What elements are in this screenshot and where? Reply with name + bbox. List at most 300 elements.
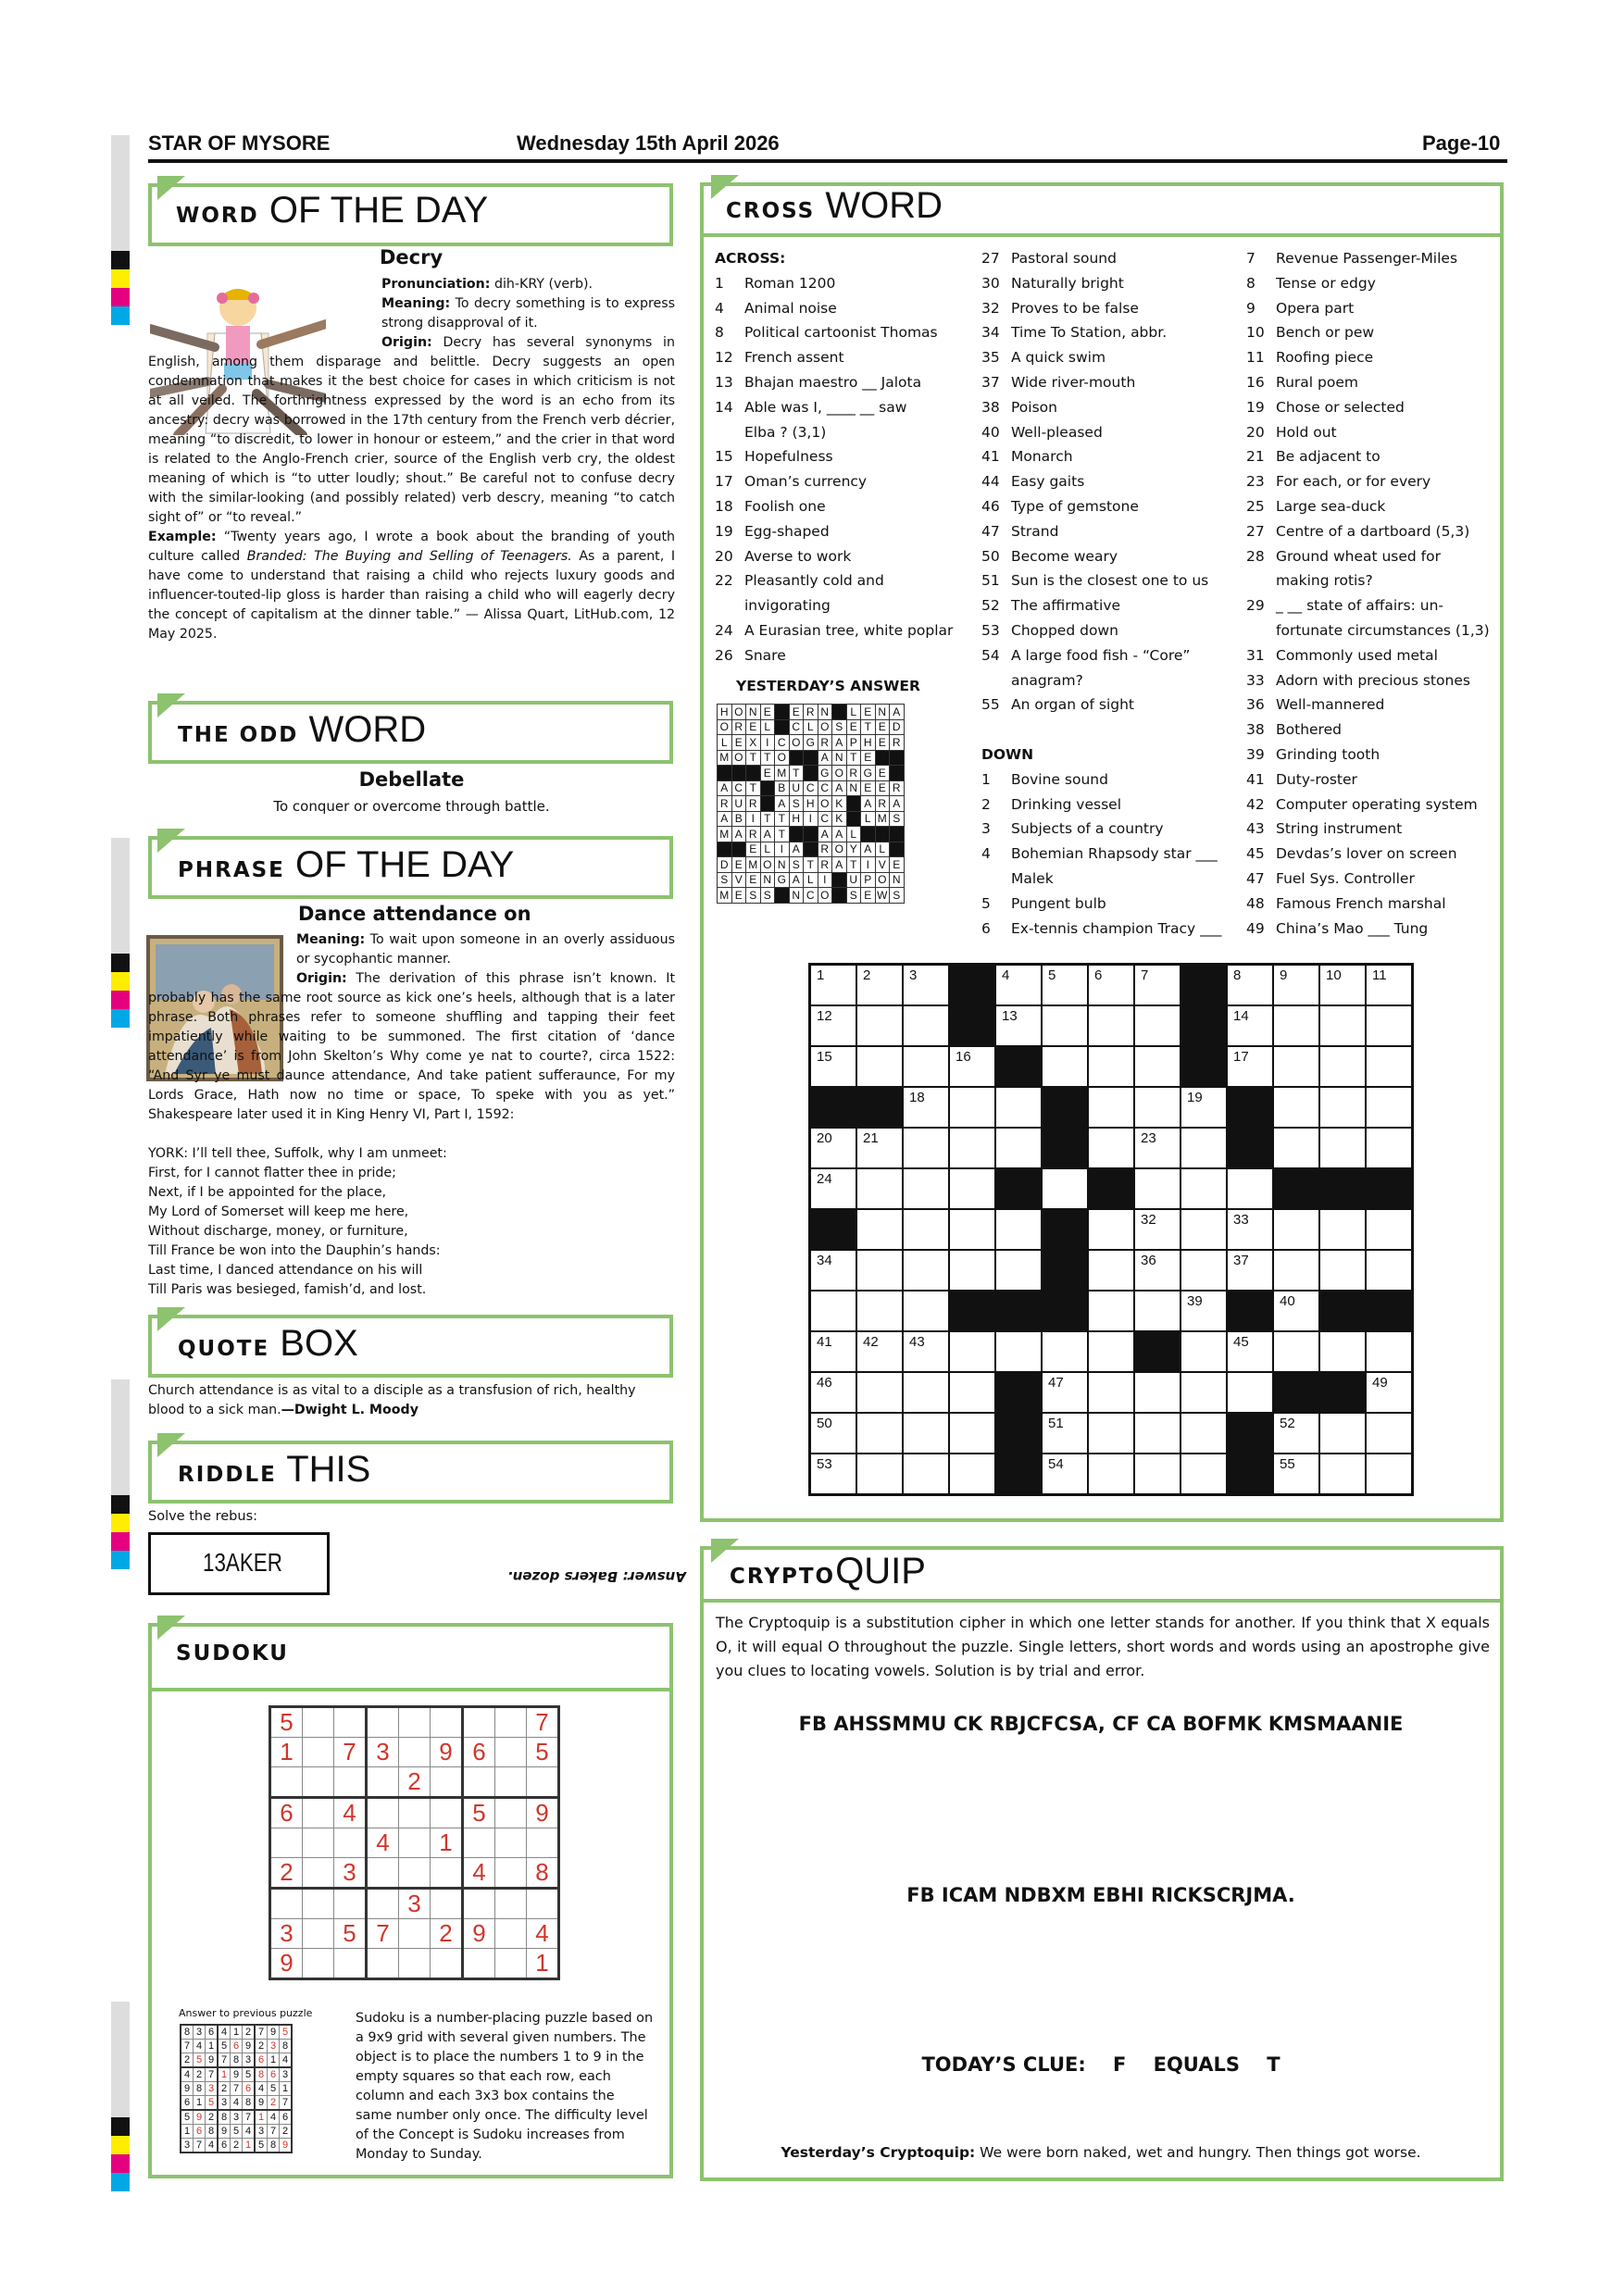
crossword-cell[interactable] xyxy=(856,1372,903,1413)
crossword-cell[interactable] xyxy=(810,1250,857,1291)
crossword-cell[interactable] xyxy=(856,1454,903,1495)
crossword-cell[interactable] xyxy=(1181,1087,1227,1128)
crossword-cell[interactable] xyxy=(1134,1209,1181,1250)
sudoku-cell[interactable] xyxy=(399,1858,431,1889)
sudoku-cell[interactable] xyxy=(270,1889,303,1919)
crossword-cell[interactable] xyxy=(1366,1209,1413,1250)
answer-letter: S xyxy=(746,888,761,904)
sudoku-cell[interactable] xyxy=(463,1707,495,1738)
crossword-cell[interactable] xyxy=(1134,1168,1181,1209)
answer-letter: L xyxy=(718,735,732,751)
sudoku-answer-cell: 8 xyxy=(231,2053,243,2068)
answer-letter: A xyxy=(789,872,804,888)
crossword-cell[interactable] xyxy=(856,1209,903,1250)
clue-number: 19 xyxy=(1246,398,1265,416)
crossword-cell[interactable] xyxy=(1227,1209,1273,1250)
crossword-cell[interactable] xyxy=(1366,1413,1413,1454)
answer-letter: O xyxy=(818,719,832,735)
sudoku-cell[interactable] xyxy=(495,1767,527,1798)
clue xyxy=(715,395,974,420)
sudoku-cell[interactable] xyxy=(431,1858,463,1889)
crossword-cell[interactable] xyxy=(1181,1291,1227,1331)
sudoku-cell[interactable] xyxy=(399,1798,431,1828)
crossword-cell[interactable] xyxy=(810,1046,857,1087)
clue-number: 5 xyxy=(981,894,991,912)
clue xyxy=(1246,693,1501,718)
sudoku-cell[interactable] xyxy=(303,1828,334,1858)
black-square xyxy=(1319,1372,1366,1413)
crossword-cell[interactable] xyxy=(1181,1454,1227,1495)
sudoku-cell[interactable] xyxy=(527,1889,559,1919)
clue-text: Pastoral sound xyxy=(1011,250,1117,267)
sudoku-cell[interactable] xyxy=(367,1767,399,1798)
crossword-cell[interactable] xyxy=(1181,1209,1227,1250)
sudoku-cell[interactable] xyxy=(303,1858,334,1889)
sudoku-cell[interactable] xyxy=(367,1707,399,1738)
crossword-cell[interactable] xyxy=(856,1168,903,1209)
crossword-cell[interactable] xyxy=(810,1291,857,1331)
sudoku-answer-cell: 3 xyxy=(218,2096,231,2111)
crossword-cell[interactable] xyxy=(903,1168,949,1209)
clue-text: Commonly used metal xyxy=(1276,646,1438,664)
crossword-cell[interactable] xyxy=(949,1209,995,1250)
black-square xyxy=(718,766,732,781)
crossword-cell[interactable] xyxy=(995,1209,1042,1250)
crossword-cell[interactable] xyxy=(949,1454,995,1495)
answer-letter: M xyxy=(718,888,732,904)
black-square xyxy=(804,750,818,766)
sudoku-answer-cell: 8 xyxy=(280,2040,293,2053)
answer-letter: L xyxy=(804,872,818,888)
crossword-cell[interactable] xyxy=(1134,1046,1181,1087)
crossword-cell[interactable] xyxy=(810,1128,857,1168)
black-square xyxy=(1227,1454,1273,1495)
sudoku-answer-cell: 7 xyxy=(206,2067,219,2082)
down-clues-col3 xyxy=(1246,246,1501,941)
sudoku-cell[interactable] xyxy=(334,1828,367,1858)
crossword-cell[interactable] xyxy=(1181,1413,1227,1454)
crossword-cell[interactable] xyxy=(1134,1128,1181,1168)
sudoku-cell[interactable] xyxy=(334,1707,367,1738)
clue xyxy=(981,842,1241,867)
sudoku-cell[interactable] xyxy=(495,1798,527,1828)
crossword-cell[interactable] xyxy=(949,1331,995,1372)
crossword-cell[interactable] xyxy=(1088,1005,1134,1046)
sudoku-description: Sudoku is a number-placing puzzle based on a 9x9 grid with several given numbers. The object is to place the numbers 1 to 9 in the empty squares so that each row, each column and each 3x3 box contains the same number only once. The difficulty level of the Concept is Sudoku increases from Monday to Sunday. xyxy=(356,2011,654,2162)
answer-letter: C xyxy=(775,735,790,751)
crossword-cell[interactable] xyxy=(949,1128,995,1168)
crossword-cell[interactable] xyxy=(856,1005,903,1046)
crossword-cell[interactable] xyxy=(1227,1250,1273,1291)
cryptoquip-intro: The Cryptoquip is a substitution cipher in which one letter stands for another. If you think that X equals O, it will equal O throughout the puzzle. Single letters, short words and words using an apostrophe give you clues to locating vowels. Solution is by trial and error. xyxy=(716,1614,1490,1679)
answer-letter: A xyxy=(890,796,905,812)
sudoku-cell: 5 xyxy=(270,1707,303,1738)
clue-text: Fuel Sys. Controller xyxy=(1276,869,1415,887)
answer-letter: O xyxy=(731,705,746,720)
sudoku-cell[interactable] xyxy=(463,1767,495,1798)
clue xyxy=(1246,718,1501,742)
clue xyxy=(1246,494,1501,519)
crossword-cell[interactable] xyxy=(1366,1372,1413,1413)
crossword-cell[interactable] xyxy=(1273,1005,1319,1046)
crossword-cell[interactable] xyxy=(1088,1250,1134,1291)
crossword-cell[interactable] xyxy=(1088,1291,1134,1331)
sudoku-cell[interactable] xyxy=(303,1889,334,1919)
clue-number: 45 xyxy=(1246,845,1265,863)
sudoku-cell[interactable] xyxy=(303,1738,334,1767)
clue xyxy=(1246,867,1501,892)
clue-number: 48 xyxy=(1246,894,1265,912)
crossword-cell[interactable] xyxy=(1273,1046,1319,1087)
clue-number: 49 xyxy=(1246,919,1265,937)
sudoku-cell[interactable] xyxy=(399,1919,431,1949)
crossword-cell[interactable] xyxy=(949,1087,995,1128)
crossword-cell[interactable] xyxy=(1319,1005,1366,1046)
crossword-cell[interactable] xyxy=(1366,1331,1413,1372)
sudoku-cell[interactable] xyxy=(431,1767,463,1798)
clue xyxy=(1246,395,1501,420)
crossword-cell[interactable] xyxy=(1366,1046,1413,1087)
crossword-cell[interactable] xyxy=(1042,965,1088,1006)
crossword-cell[interactable] xyxy=(1134,1250,1181,1291)
sudoku-cell[interactable] xyxy=(527,1828,559,1858)
crossword-cell[interactable] xyxy=(903,1046,949,1087)
clue-number xyxy=(1246,618,1276,643)
crossword-cell[interactable] xyxy=(856,1413,903,1454)
crossword-cell[interactable] xyxy=(1181,1372,1227,1413)
black-square xyxy=(875,750,890,766)
crossword-cell[interactable] xyxy=(1319,1331,1366,1372)
answer-letter: A xyxy=(832,827,847,842)
crossword-cell[interactable] xyxy=(1273,1291,1319,1331)
answer-letter: R xyxy=(718,796,732,812)
answer-letter: S xyxy=(832,719,847,735)
sudoku-answer-cell: 8 xyxy=(218,2110,231,2125)
crossword-cell[interactable] xyxy=(1042,1168,1088,1209)
answer-letter: L xyxy=(846,705,861,720)
sudoku-cell[interactable] xyxy=(399,1828,431,1858)
crossword-cell[interactable] xyxy=(1273,1454,1319,1495)
odd-word-headword: Debellate xyxy=(358,768,465,791)
answer-letter: T xyxy=(846,857,861,873)
clue xyxy=(981,668,1241,693)
clue-number: 23 xyxy=(1246,473,1265,491)
crossword-cell[interactable] xyxy=(1366,1005,1413,1046)
sudoku-cell[interactable] xyxy=(303,1949,334,1979)
crossword-cell[interactable] xyxy=(1181,1128,1227,1168)
clue xyxy=(981,568,1241,593)
crossword-cell[interactable] xyxy=(1273,1209,1319,1250)
sudoku-cell[interactable] xyxy=(399,1949,431,1979)
crossword-cell[interactable] xyxy=(995,1005,1042,1046)
crossword-cell[interactable] xyxy=(903,1128,949,1168)
grey-bar xyxy=(111,838,130,954)
crossword-cell[interactable] xyxy=(810,1005,857,1046)
sudoku-cell[interactable] xyxy=(431,1707,463,1738)
answer-letter: E xyxy=(890,857,905,873)
crossword-cell[interactable] xyxy=(1088,1046,1134,1087)
sudoku-cell[interactable] xyxy=(367,1798,399,1828)
crossword-cell[interactable] xyxy=(1319,1250,1366,1291)
black-square xyxy=(861,827,876,842)
answer-letter: A xyxy=(832,735,847,751)
sudoku-answer-cell: 3 xyxy=(231,2110,243,2125)
crossword-cell[interactable] xyxy=(856,1128,903,1168)
crossword-cell[interactable] xyxy=(1319,1413,1366,1454)
sudoku-cell[interactable] xyxy=(495,1919,527,1949)
crossword-cell[interactable] xyxy=(810,1454,857,1495)
clue xyxy=(981,817,1241,842)
crossword-cell[interactable] xyxy=(810,1372,857,1413)
clue-number: 15 xyxy=(817,1049,832,1065)
crossword-cell[interactable] xyxy=(1227,1331,1273,1372)
sudoku-cell[interactable] xyxy=(303,1919,334,1949)
yesterday-answer-label: YESTERDAY’S ANSWER xyxy=(736,678,920,694)
crossword-cell[interactable] xyxy=(949,1250,995,1291)
crossword-cell[interactable] xyxy=(949,1372,995,1413)
clue-text: Bothered xyxy=(1276,721,1342,739)
crossword-cell[interactable] xyxy=(1134,1087,1181,1128)
crossword-cell[interactable] xyxy=(1042,1005,1088,1046)
clue-text: fortunate circumstances (1,3) xyxy=(1276,621,1490,639)
sudoku-answer-cell: 9 xyxy=(231,2067,243,2082)
clue-text: Foolish one xyxy=(744,497,826,515)
crossword-cell[interactable] xyxy=(856,1046,903,1087)
phrase-headword: Dance attendance on xyxy=(298,903,531,925)
sudoku-cell[interactable] xyxy=(495,1858,527,1889)
clue-number: 55 xyxy=(981,696,1000,714)
sudoku-cell[interactable] xyxy=(270,1767,303,1798)
crossword-cell[interactable] xyxy=(1366,1454,1413,1495)
sudoku-cell[interactable] xyxy=(399,1707,431,1738)
sudoku-answer-cell: 5 xyxy=(280,2025,293,2040)
crossword-cell[interactable] xyxy=(1273,1250,1319,1291)
crossword-cell[interactable] xyxy=(1088,965,1134,1006)
clue-number: 1 xyxy=(715,274,724,292)
answer-letter: G xyxy=(818,766,832,781)
sudoku-answer-cell: 1 xyxy=(255,2110,268,2125)
crossword-cell[interactable] xyxy=(1088,1087,1134,1128)
crossword-cell[interactable] xyxy=(810,1168,857,1209)
answer-letter: I xyxy=(861,857,876,873)
crossword-cell[interactable] xyxy=(1088,1454,1134,1495)
sudoku-cell[interactable] xyxy=(463,1949,495,1979)
answer-letter: R xyxy=(731,719,746,735)
clue-number: 54 xyxy=(1048,1456,1064,1472)
crossword-cell[interactable] xyxy=(856,1291,903,1331)
clue-number: 17 xyxy=(1233,1049,1249,1065)
black-square xyxy=(995,1372,1042,1413)
crossword-cell[interactable] xyxy=(1273,1087,1319,1128)
crossword-cell[interactable] xyxy=(1227,1046,1273,1087)
crossword-cell[interactable] xyxy=(903,1454,949,1495)
sudoku-cell[interactable] xyxy=(334,1889,367,1919)
crossword-cell[interactable] xyxy=(1319,1046,1366,1087)
black-square xyxy=(1042,1250,1088,1291)
sudoku-cell[interactable] xyxy=(495,1889,527,1919)
crossword-cell[interactable] xyxy=(1088,1128,1134,1168)
crossword-cell[interactable] xyxy=(1042,1331,1088,1372)
sudoku-cell[interactable] xyxy=(463,1889,495,1919)
crossword-cell[interactable] xyxy=(1273,1128,1319,1168)
black-square xyxy=(890,766,905,781)
clue xyxy=(715,271,974,296)
answer-letter: W xyxy=(875,888,890,904)
clue-text: Wide river-mouth xyxy=(1011,373,1136,391)
crossword-cell[interactable] xyxy=(903,965,949,1006)
crossword-cell[interactable] xyxy=(810,965,857,1006)
crossword-cell[interactable] xyxy=(810,1413,857,1454)
clue-text: China’s Mao ___ Tung xyxy=(1276,919,1429,937)
crossword-cell[interactable] xyxy=(903,1087,949,1128)
crossword-cell[interactable] xyxy=(903,1005,949,1046)
crossword-cell[interactable] xyxy=(1319,1209,1366,1250)
crossword-cell[interactable] xyxy=(856,1331,903,1372)
crossword-cell[interactable] xyxy=(1042,1454,1088,1495)
clue-text: French assent xyxy=(744,349,844,367)
crossword-cell[interactable] xyxy=(1042,1413,1088,1454)
crossword-cell[interactable] xyxy=(1088,1372,1134,1413)
crossword-cell[interactable] xyxy=(995,1331,1042,1372)
crossword-cell[interactable] xyxy=(903,1250,949,1291)
clue-number: 20 xyxy=(715,547,733,565)
crossword-cell[interactable] xyxy=(949,1046,995,1087)
crossword-cell[interactable] xyxy=(1227,1005,1273,1046)
crossword-cell[interactable] xyxy=(1088,1209,1134,1250)
crossword-cell[interactable] xyxy=(1319,1128,1366,1168)
crossword-cell[interactable] xyxy=(1366,965,1413,1006)
crossword-cell[interactable] xyxy=(1319,1454,1366,1495)
sudoku-cell[interactable] xyxy=(303,1798,334,1828)
word-of-day-headword: Decry xyxy=(380,246,443,268)
crossword-cell[interactable] xyxy=(1227,1168,1273,1209)
black-square xyxy=(760,780,775,796)
crossword-cell[interactable] xyxy=(1134,1413,1181,1454)
clue-number: 2 xyxy=(863,967,871,983)
crossword-cell[interactable] xyxy=(1088,1331,1134,1372)
crossword-cell[interactable] xyxy=(1042,1046,1088,1087)
crossword-cell[interactable] xyxy=(1273,1413,1319,1454)
crossword-cell[interactable] xyxy=(1319,965,1366,1006)
sudoku-answer-cell: 9 xyxy=(218,2125,231,2139)
crossword-cell[interactable] xyxy=(1273,965,1319,1006)
sudoku-answer-cell: 6 xyxy=(231,2040,243,2053)
crossword-cell[interactable] xyxy=(1227,965,1273,1006)
clue-number: 11 xyxy=(1246,349,1265,367)
crossword-cell[interactable] xyxy=(949,1168,995,1209)
sudoku-cell: 6 xyxy=(270,1798,303,1828)
clue-number: 27 xyxy=(1246,522,1265,540)
sudoku-cell[interactable] xyxy=(495,1738,527,1767)
clue-number xyxy=(715,420,744,445)
crossword-cell[interactable] xyxy=(856,1250,903,1291)
sudoku-cell[interactable] xyxy=(431,1949,463,1979)
crossword-cell[interactable] xyxy=(903,1209,949,1250)
sudoku-cell[interactable] xyxy=(463,1828,495,1858)
clue-text: Naturally bright xyxy=(1011,274,1124,292)
crossword-cell[interactable] xyxy=(995,1250,1042,1291)
sudoku-cell[interactable] xyxy=(495,1828,527,1858)
clue-number: 41 xyxy=(981,448,1000,466)
black-square xyxy=(995,1168,1042,1209)
sudoku-cell[interactable] xyxy=(495,1707,527,1738)
answer-letter: C xyxy=(804,780,818,796)
crossword-cell[interactable] xyxy=(1319,1087,1366,1128)
crossword-cell[interactable] xyxy=(1088,1413,1134,1454)
sudoku-cell[interactable] xyxy=(367,1858,399,1889)
crossword-cell[interactable] xyxy=(1134,1005,1181,1046)
sudoku-cell[interactable] xyxy=(270,1828,303,1858)
crossword-cell[interactable] xyxy=(903,1291,949,1331)
crossword-cell[interactable] xyxy=(1366,1128,1413,1168)
crossword-cell[interactable] xyxy=(1227,1372,1273,1413)
crossword-cell[interactable] xyxy=(995,965,1042,1006)
answer-letter: N xyxy=(775,857,790,873)
clue-number: 24 xyxy=(817,1171,832,1187)
crossword-cell[interactable] xyxy=(1134,1291,1181,1331)
across-clues-col2 xyxy=(981,246,1241,941)
clue-number: 47 xyxy=(981,522,1000,540)
crossword-cell[interactable] xyxy=(903,1331,949,1372)
sudoku-cell[interactable] xyxy=(367,1949,399,1979)
crossword-cell[interactable] xyxy=(810,1331,857,1372)
crossword-cell[interactable] xyxy=(903,1413,949,1454)
sudoku-cell: 2 xyxy=(399,1767,431,1798)
sudoku-cell[interactable] xyxy=(334,1949,367,1979)
crossword-cell[interactable] xyxy=(1134,1454,1181,1495)
clue xyxy=(981,917,1241,942)
sudoku-answer-cell: 4 xyxy=(231,2096,243,2111)
sudoku-cell[interactable] xyxy=(399,1738,431,1767)
crossword-cell[interactable] xyxy=(903,1372,949,1413)
crossword-cell[interactable] xyxy=(1181,1250,1227,1291)
answer-letter: N xyxy=(818,705,832,720)
crossword-cell[interactable] xyxy=(1181,1331,1227,1372)
sudoku-answer-cell: 5 xyxy=(243,2067,256,2082)
sudoku-cell[interactable] xyxy=(303,1707,334,1738)
answer-letter: E xyxy=(875,780,890,796)
clue-text: A Eurasian tree, white poplar xyxy=(744,621,954,639)
sudoku-cell[interactable] xyxy=(431,1889,463,1919)
crossword-cell[interactable] xyxy=(856,965,903,1006)
crossword-cell[interactable] xyxy=(995,1128,1042,1168)
crossword-cell[interactable] xyxy=(1273,1331,1319,1372)
answer-letter: S xyxy=(890,811,905,827)
clue-number: 32 xyxy=(1141,1212,1156,1228)
clue-number: 38 xyxy=(1246,721,1265,739)
sudoku-cell[interactable] xyxy=(527,1767,559,1798)
crossword-cell[interactable] xyxy=(1134,965,1181,1006)
crossword-cell[interactable] xyxy=(1181,1168,1227,1209)
clue-text: Bhajan maestro __ Jalota xyxy=(744,373,922,391)
sudoku-cell[interactable] xyxy=(334,1767,367,1798)
sudoku-cell[interactable] xyxy=(431,1798,463,1828)
clue xyxy=(981,271,1241,296)
sudoku-cell[interactable] xyxy=(367,1889,399,1919)
crossword-cell[interactable] xyxy=(1366,1250,1413,1291)
sudoku-cell[interactable] xyxy=(495,1949,527,1979)
crossword-cell[interactable] xyxy=(1366,1087,1413,1128)
crossword-cell[interactable] xyxy=(1134,1372,1181,1413)
crossword-cell[interactable] xyxy=(995,1087,1042,1128)
sudoku-cell[interactable] xyxy=(303,1767,334,1798)
crossword-cell[interactable] xyxy=(1042,1372,1088,1413)
answer-letter: G xyxy=(775,872,790,888)
crossword-cell[interactable] xyxy=(949,1413,995,1454)
clue-number: 30 xyxy=(981,274,1000,292)
clue-number: 14 xyxy=(715,398,733,416)
clue-text: Able was I, ____ __ saw xyxy=(744,398,907,416)
